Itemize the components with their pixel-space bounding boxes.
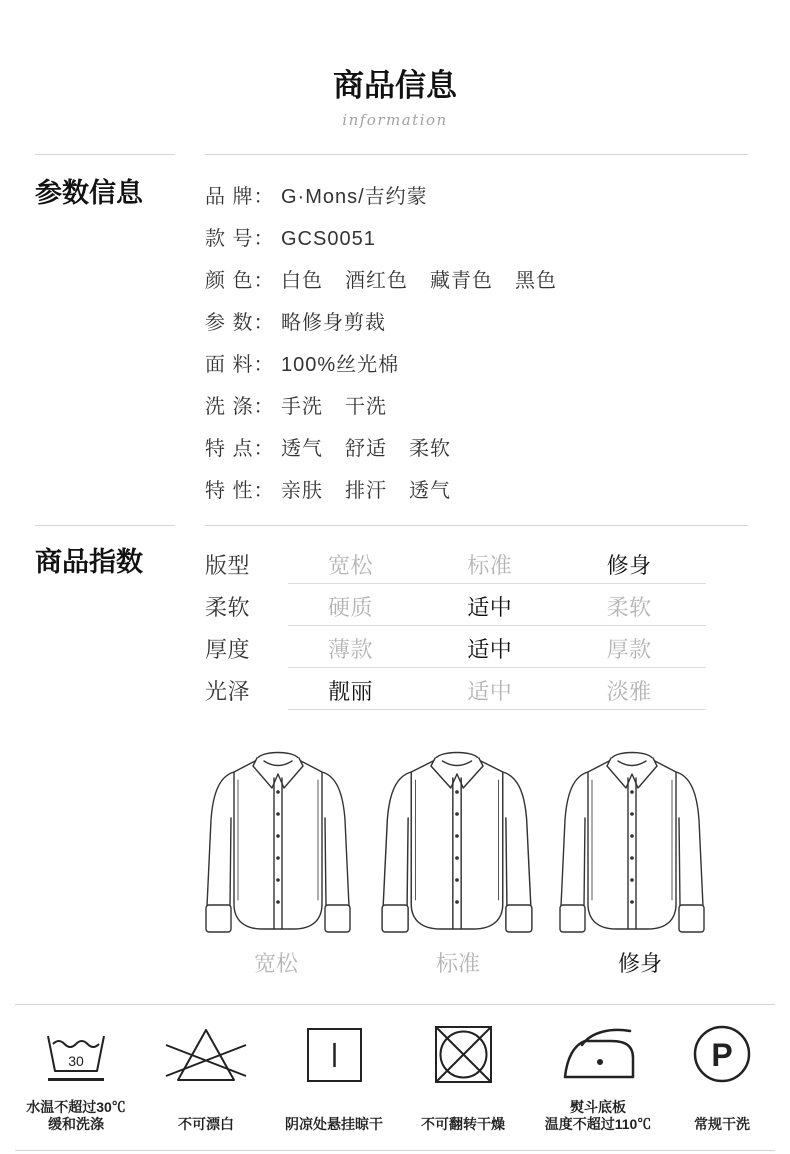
fit-illustration	[0, 740, 790, 940]
param-row-brand	[205, 176, 748, 218]
divider	[205, 525, 748, 526]
index-options	[288, 584, 706, 626]
fit-label: 宽松	[253, 951, 298, 976]
param-value: 透气	[281, 438, 323, 460]
param-label: 款 号：	[205, 228, 275, 250]
care-label-line: 不可漂白	[178, 1116, 234, 1132]
index-option: 柔软	[606, 595, 652, 620]
fit-label: 标准	[435, 951, 480, 976]
index-option: 适中	[467, 679, 513, 704]
index-option: 标准	[467, 553, 513, 578]
care-label-line: 不可翻转干燥	[421, 1116, 505, 1132]
param-value: 白色	[281, 270, 323, 292]
param-value: 柔软	[409, 438, 451, 460]
param-row-features	[205, 428, 748, 470]
no-tumble-dry-icon	[436, 1027, 491, 1082]
index-option: 厚款	[606, 637, 652, 662]
param-row-model	[205, 218, 748, 260]
param-label: 面 料：	[205, 354, 275, 376]
index-option: 淡雅	[606, 679, 652, 704]
care-label-line: 水温不超过30℃	[26, 1099, 126, 1115]
param-value: 舒适	[345, 438, 387, 460]
param-label: 颜 色：	[205, 270, 275, 292]
page-subtitle: information	[342, 111, 448, 129]
param-value: 排汗	[345, 480, 387, 502]
dry-clean-icon	[695, 1027, 749, 1081]
index-row-thickness	[205, 626, 706, 668]
shirt-standard-illustration	[382, 753, 532, 933]
care-item-no-tumble-dry	[393, 1098, 533, 1134]
section-title-params: 参数信息	[35, 178, 143, 208]
care-item-iron	[528, 1098, 668, 1134]
param-value: 藏青色	[430, 270, 493, 292]
param-value: GCS0051	[281, 228, 376, 250]
index-option: 硬质	[328, 595, 374, 620]
page-title: 商品信息	[333, 68, 457, 103]
wash-temperature: 30	[68, 1053, 84, 1069]
index-label: 版型	[205, 553, 251, 578]
index-option: 薄款	[328, 637, 374, 662]
care-item-line-dry	[264, 1098, 404, 1134]
index-option: 靓丽	[328, 679, 374, 704]
care-label-line: 常规干洗	[694, 1116, 750, 1132]
param-row-properties	[205, 470, 748, 512]
divider	[35, 525, 175, 526]
care-label-line: 阴凉处悬挂晾干	[285, 1116, 383, 1132]
section-title-indices: 商品指数	[35, 547, 143, 577]
param-label: 品 牌：	[205, 186, 275, 208]
index-option: 修身	[606, 553, 652, 578]
param-list	[205, 176, 748, 512]
index-label: 厚度	[205, 637, 251, 662]
param-value: 干洗	[345, 396, 387, 418]
param-value: G·Mons/吉约蒙	[281, 186, 428, 208]
shirt-slim-illustration	[560, 753, 704, 933]
divider	[15, 1004, 775, 1005]
param-value: 酒红色	[345, 270, 408, 292]
param-label: 特 性：	[205, 480, 275, 502]
care-item-wash	[6, 1098, 146, 1134]
index-option: 适中	[467, 637, 513, 662]
fit-label: 修身	[617, 951, 662, 976]
divider	[205, 154, 748, 155]
index-options	[288, 668, 706, 710]
line-dry-shade-icon	[308, 1029, 361, 1081]
care-label-line: 熨斗底板	[570, 1099, 626, 1115]
param-row-cut	[205, 302, 748, 344]
index-table	[205, 542, 706, 710]
iron-low-icon	[565, 1030, 633, 1077]
index-options	[288, 626, 706, 668]
index-row-softness	[205, 584, 706, 626]
index-row-fit	[205, 542, 706, 584]
index-option: 适中	[467, 595, 513, 620]
index-options	[288, 542, 706, 584]
care-item-no-bleach	[136, 1098, 276, 1134]
wash-30-icon	[48, 1036, 104, 1081]
care-item-dry-clean	[652, 1098, 790, 1134]
index-label: 柔软	[205, 595, 251, 620]
param-value: 100%丝光棉	[281, 354, 400, 376]
care-label-line: 缓和洗涤	[48, 1116, 104, 1132]
dry-clean-letter: P	[711, 1037, 733, 1073]
index-row-gloss	[205, 668, 706, 710]
param-label: 特 点：	[205, 438, 275, 460]
param-value: 黑色	[515, 270, 557, 292]
param-value: 略修身剪裁	[281, 312, 386, 334]
index-label: 光泽	[205, 679, 251, 704]
param-label: 参 数：	[205, 312, 275, 334]
care-label-line: 温度不超过110℃	[544, 1116, 652, 1132]
index-option: 宽松	[328, 553, 374, 578]
no-bleach-icon	[166, 1030, 246, 1080]
divider	[35, 154, 175, 155]
param-value: 手洗	[281, 396, 323, 418]
shirt-loose-illustration	[206, 753, 350, 933]
param-label: 洗 涤：	[205, 396, 275, 418]
param-row-color	[205, 260, 748, 302]
param-value: 亲肤	[281, 480, 323, 502]
param-value: 透气	[409, 480, 451, 502]
divider	[15, 1150, 775, 1151]
param-row-fabric	[205, 344, 748, 386]
care-icons	[0, 1020, 790, 1092]
param-row-washing	[205, 386, 748, 428]
